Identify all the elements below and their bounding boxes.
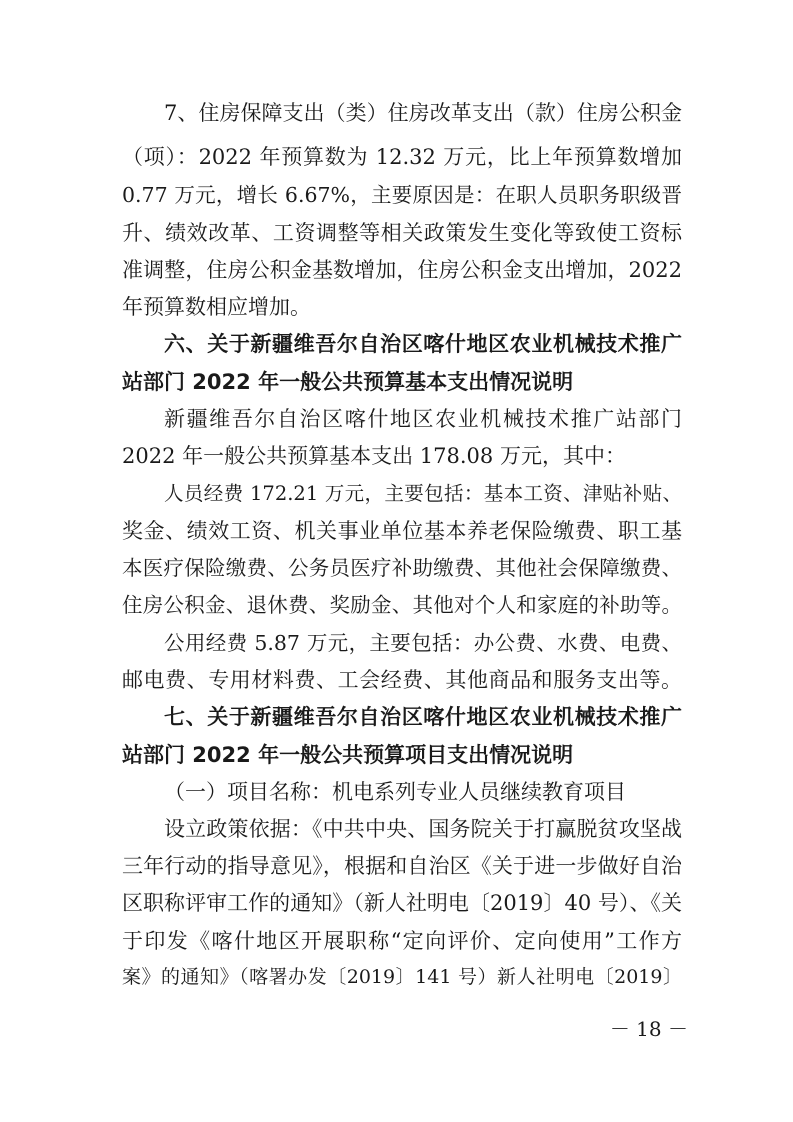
paragraph-line: 升、绩效改革、工资调整等相关政策发生变化等致使工资标	[122, 221, 682, 245]
paragraph-line: 区职称评审工作的通知》（新人社明电〔2019〕40 号）、《关	[122, 891, 682, 915]
paragraph-line: 新疆维吾尔自治区喀什地区农业机械技术推广站部门	[164, 407, 682, 431]
paragraph-line: 0.77 万元，增长 6.67%，主要原因是：在职人员职务职级晋	[122, 183, 682, 207]
subsection-heading: （一）项目名称：机电系列专业人员继续教育项目	[164, 780, 626, 804]
paragraph-line: 案》的通知》（喀署办发〔2019〕141 号）新人社明电〔2019〕	[122, 966, 682, 988]
paragraph-line: 邮电费、专用材料费、工会经费、其他商品和服务支出等。	[122, 668, 682, 692]
section-heading-7: 七、关于新疆维吾尔自治区喀什地区农业机械技术推广	[164, 705, 682, 729]
section-heading-6: 六、关于新疆维吾尔自治区喀什地区农业机械技术推广	[164, 332, 682, 356]
section-heading-6-cont: 站部门 2022 年一般公共预算基本支出情况说明	[122, 370, 574, 394]
page-number: － 18 －	[609, 1017, 688, 1041]
paragraph-line: 住房公积金、退休费、奖励金、其他对个人和家庭的补助等。	[122, 593, 682, 617]
section-heading-7-cont: 站部门 2022 年一般公共预算项目支出情况说明	[122, 743, 574, 767]
paragraph-line: 7、住房保障支出（类）住房改革支出（款）住房公积金	[164, 101, 682, 125]
paragraph-line: 人员经费 172.21 万元，主要包括：基本工资、津贴补贴、	[164, 482, 682, 505]
paragraph-line: 奖金、绩效工资、机关事业单位基本养老保险缴费、职工基	[122, 519, 682, 543]
paragraph-line: （项）：2022 年预算数为 12.32 万元，比上年预算数增加	[122, 145, 682, 169]
paragraph-line: 2022 年一般公共预算基本支出 178.08 万元，其中：	[122, 444, 626, 468]
paragraph-line: 准调整，住房公积金基数增加，住房公积金支出增加，2022	[122, 258, 682, 282]
paragraph-line: 公用经费 5.87 万元，主要包括：办公费、水费、电费、	[164, 631, 682, 655]
paragraph-line: 年预算数相应增加。	[122, 295, 311, 319]
paragraph-line: 于印发《喀什地区开展职称“定向评价、定向使用”工作方	[122, 929, 682, 953]
paragraph-line: 三年行动的指导意见》，根据和自治区《关于进一步做好自治	[122, 854, 682, 878]
paragraph-line: 设立政策依据：《中共中央、国务院关于打赢脱贫攻坚战	[164, 817, 682, 841]
paragraph-line: 本医疗保险缴费、公务员医疗补助缴费、其他社会保障缴费、	[122, 556, 682, 580]
